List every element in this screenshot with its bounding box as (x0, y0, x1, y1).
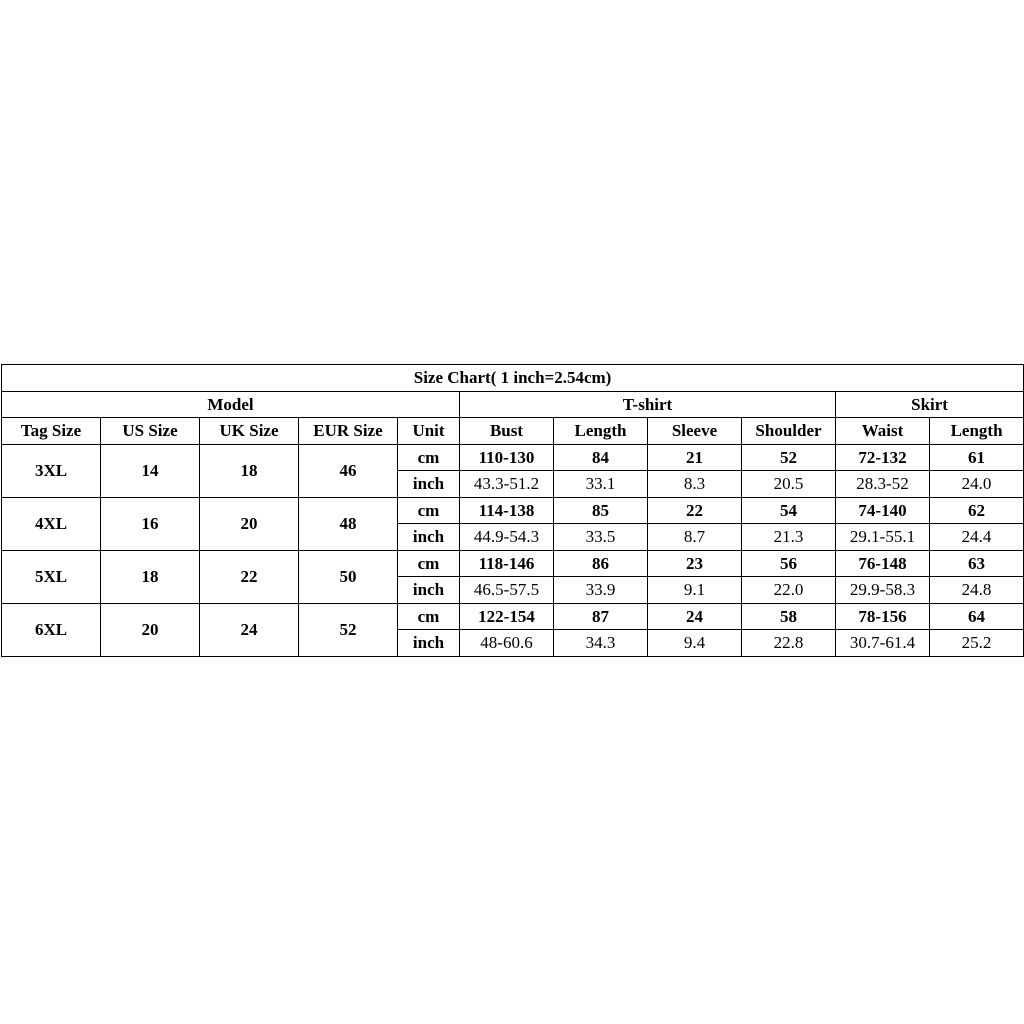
col-tshirt-length: Length (554, 418, 648, 445)
skirt-length-cell: 63 (930, 550, 1024, 577)
bust-cell: 43.3-51.2 (460, 471, 554, 498)
col-unit: Unit (398, 418, 460, 445)
shoulder-cell: 22.8 (742, 630, 836, 657)
sleeve-cell: 8.7 (648, 524, 742, 551)
unit-cell: inch (398, 577, 460, 604)
uk-size-cell: 24 (200, 603, 299, 656)
shoulder-cell: 20.5 (742, 471, 836, 498)
tag-size-cell: 6XL (2, 603, 101, 656)
us-size-cell: 16 (101, 497, 200, 550)
table-row (2, 444, 1024, 471)
sleeve-cell: 21 (648, 444, 742, 471)
waist-cell: 29.9-58.3 (836, 577, 930, 604)
tshirt-length-cell: 34.3 (554, 630, 648, 657)
eur-size-cell: 52 (299, 603, 398, 656)
group-tshirt: T-shirt (460, 391, 836, 418)
tshirt-length-cell: 33.9 (554, 577, 648, 604)
table-row (2, 603, 1024, 630)
column-header-row (2, 418, 1024, 445)
waist-cell: 72-132 (836, 444, 930, 471)
group-skirt: Skirt (836, 391, 1024, 418)
col-waist: Waist (836, 418, 930, 445)
skirt-length-cell: 24.0 (930, 471, 1024, 498)
unit-cell: inch (398, 471, 460, 498)
waist-cell: 78-156 (836, 603, 930, 630)
table-row (2, 550, 1024, 577)
tshirt-length-cell: 33.1 (554, 471, 648, 498)
tag-size-cell: 4XL (2, 497, 101, 550)
col-uk-size: UK Size (200, 418, 299, 445)
title-row (2, 365, 1024, 392)
bust-cell: 118-146 (460, 550, 554, 577)
unit-cell: cm (398, 550, 460, 577)
sleeve-cell: 24 (648, 603, 742, 630)
shoulder-cell: 58 (742, 603, 836, 630)
sleeve-cell: 9.4 (648, 630, 742, 657)
waist-cell: 74-140 (836, 497, 930, 524)
shoulder-cell: 21.3 (742, 524, 836, 551)
tag-size-cell: 3XL (2, 444, 101, 497)
table-row (2, 497, 1024, 524)
bust-cell: 122-154 (460, 603, 554, 630)
us-size-cell: 14 (101, 444, 200, 497)
chart-title: Size Chart( 1 inch=2.54cm) (2, 365, 1024, 392)
bust-cell: 46.5-57.5 (460, 577, 554, 604)
uk-size-cell: 22 (200, 550, 299, 603)
shoulder-cell: 56 (742, 550, 836, 577)
tag-size-cell: 5XL (2, 550, 101, 603)
sleeve-cell: 9.1 (648, 577, 742, 604)
bust-cell: 44.9-54.3 (460, 524, 554, 551)
eur-size-cell: 50 (299, 550, 398, 603)
uk-size-cell: 18 (200, 444, 299, 497)
skirt-length-cell: 25.2 (930, 630, 1024, 657)
bust-cell: 110-130 (460, 444, 554, 471)
col-sleeve: Sleeve (648, 418, 742, 445)
eur-size-cell: 46 (299, 444, 398, 497)
sleeve-cell: 8.3 (648, 471, 742, 498)
bust-cell: 114-138 (460, 497, 554, 524)
tshirt-length-cell: 86 (554, 550, 648, 577)
skirt-length-cell: 24.4 (930, 524, 1024, 551)
col-bust: Bust (460, 418, 554, 445)
tshirt-length-cell: 85 (554, 497, 648, 524)
col-skirt-length: Length (930, 418, 1024, 445)
unit-cell: cm (398, 603, 460, 630)
col-shoulder: Shoulder (742, 418, 836, 445)
group-model: Model (2, 391, 460, 418)
size-chart-table (1, 364, 1024, 657)
waist-cell: 76-148 (836, 550, 930, 577)
waist-cell: 28.3-52 (836, 471, 930, 498)
uk-size-cell: 20 (200, 497, 299, 550)
us-size-cell: 20 (101, 603, 200, 656)
unit-cell: inch (398, 524, 460, 551)
tshirt-length-cell: 33.5 (554, 524, 648, 551)
col-us-size: US Size (101, 418, 200, 445)
skirt-length-cell: 62 (930, 497, 1024, 524)
group-header-row (2, 391, 1024, 418)
col-tag-size: Tag Size (2, 418, 101, 445)
waist-cell: 29.1-55.1 (836, 524, 930, 551)
col-eur-size: EUR Size (299, 418, 398, 445)
skirt-length-cell: 61 (930, 444, 1024, 471)
skirt-length-cell: 64 (930, 603, 1024, 630)
unit-cell: cm (398, 497, 460, 524)
shoulder-cell: 54 (742, 497, 836, 524)
skirt-length-cell: 24.8 (930, 577, 1024, 604)
bust-cell: 48-60.6 (460, 630, 554, 657)
eur-size-cell: 48 (299, 497, 398, 550)
us-size-cell: 18 (101, 550, 200, 603)
unit-cell: cm (398, 444, 460, 471)
tshirt-length-cell: 84 (554, 444, 648, 471)
shoulder-cell: 22.0 (742, 577, 836, 604)
sleeve-cell: 23 (648, 550, 742, 577)
unit-cell: inch (398, 630, 460, 657)
shoulder-cell: 52 (742, 444, 836, 471)
sleeve-cell: 22 (648, 497, 742, 524)
waist-cell: 30.7-61.4 (836, 630, 930, 657)
tshirt-length-cell: 87 (554, 603, 648, 630)
